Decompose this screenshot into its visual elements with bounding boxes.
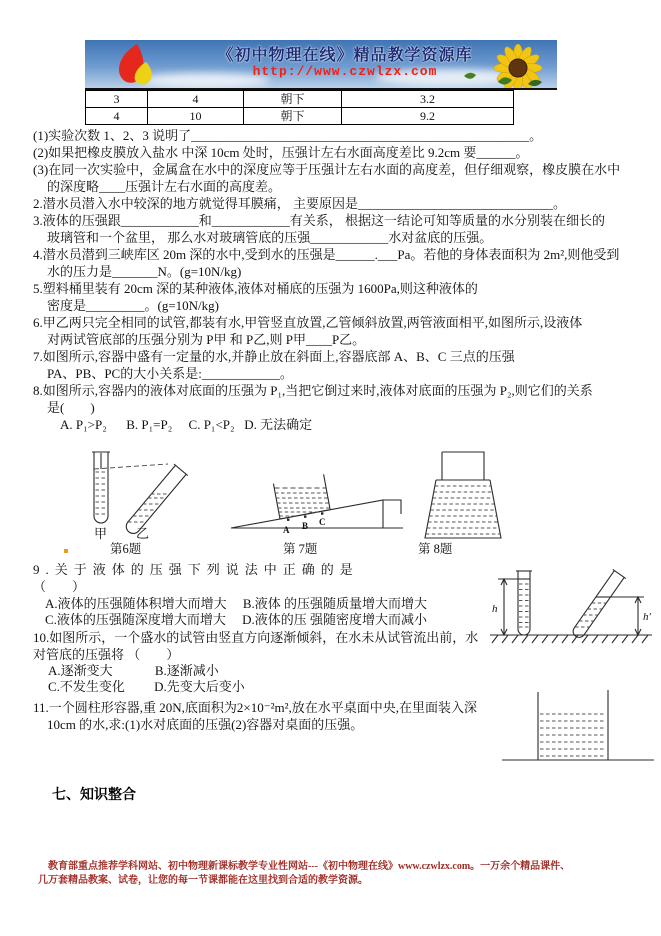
question-7-cont: PA、PB、PC的大小关系是:____________。: [47, 366, 293, 381]
figure-q11-container: [500, 688, 658, 770]
sunflower-icon: [458, 44, 553, 88]
figure-q6-test-tubes: [70, 448, 190, 540]
table-cell: 3: [86, 91, 148, 108]
table-cell: 4: [148, 91, 244, 108]
figure-q9-tubes-heights: [486, 563, 658, 645]
figure-q8-flask: [410, 448, 515, 543]
question-3: 3.液体的压强跟____________和____________有关系， 根据这一结论可知等质量的水分别装在细长的: [33, 213, 606, 228]
point-b-label: B: [302, 521, 309, 531]
scan-artifact-dot: [64, 549, 68, 553]
question-10-options-cd: C.不发生变化 D.先变大后变小: [48, 679, 245, 694]
question-6-cont: 对两试管底部的压强分别为 P甲 和 P乙,则 P甲____P乙。: [47, 332, 366, 347]
banner-url-link[interactable]: http://www.czwlzx.com: [252, 64, 438, 79]
question-1-sub3-cont: 的深度略____压强计左右水面的高度差。: [47, 179, 282, 194]
question-11: 11.一个圆柱形容器,重 20N,底面积为2×10⁻²m²,放在水平桌面中央,在里面装入深: [33, 700, 478, 715]
point-a-label: A: [283, 525, 290, 535]
table-cell: 朝下: [244, 108, 342, 124]
table-cell: 3.2: [342, 91, 513, 108]
figure-q7-incline-container: [225, 462, 410, 540]
question-1-sub1: (1)实验次数 1、2、3 说明了____________________________________________________。: [33, 128, 543, 143]
question-5-cont: 密度是_________。(g=10N/kg): [47, 298, 219, 313]
question-10: 10.如图所示，一个盛水的试管由竖直方向逐渐倾斜，在水未从试管流出前，水: [33, 630, 479, 645]
question-4-cont: 水的压力是_______N。(g=10N/kg): [47, 264, 242, 279]
question-6: 6.甲乙两只完全相同的试管,都装有水,甲管竖直放置,乙管倾斜放置,两管液面相平,如图所示,设液体: [33, 315, 583, 330]
question-1-sub3: (3)在同一次实验中，金属盒在水中的深度应等于压强计左右水面的高度差，但仔细观察，橡皮膜在水中: [33, 162, 621, 177]
figure-8-caption: 第 8题: [418, 542, 453, 556]
question-3-cont: 玻璃管和一个盆里， 那么水对玻璃管底的压强____________水对盆底的压强。: [47, 230, 493, 245]
question-10-options-ab: A.逐渐变大 B.逐渐减小: [48, 663, 219, 678]
table-cell: 4: [86, 108, 148, 124]
banner-title: 《初中物理在线》精品教学资源库: [217, 47, 473, 64]
height-h-label: h: [492, 603, 498, 615]
tube-jia-label: 甲: [94, 526, 108, 540]
question-7: 7.如图所示,容器中盛有一定量的水,并静止放在斜面上,容器底部 A、B、C 三点的压强: [33, 349, 515, 364]
site-logo-flame-icon: [113, 42, 159, 86]
question-9-options-ab: A.液体的压强随体积增大而增大 B.液体 的压强随质量增大而增大: [45, 596, 428, 611]
question-8-options: A. P₁>P₂ B. P₁=P₂ C. P₁<P₂ D. 无法确定: [60, 417, 313, 432]
question-9: 9.关于液体的压强下列说法中正确的是: [33, 562, 359, 577]
footer-promo-line2: 几万套精品教案、试卷，让您的每一节课都能在这里找到合适的教学资源。: [38, 875, 368, 886]
footer-promo-line1: 教育部重点推荐学科网站、初中物理新课标教学专业性网站---《初中物理在线》www.czwlzx.com。一万余个精品课件、: [48, 861, 571, 872]
table-cell: 10: [148, 108, 244, 124]
figure-7-caption: 第 7题: [283, 542, 318, 556]
question-9-answer-blank: （ ）: [33, 579, 86, 594]
question-9-options-cd: C.液体的压强随深度增大而增大 D.液体的压 强随密度增大而减小: [45, 612, 428, 627]
question-11-cont: 10cm 的水,求:(1)水对底面的压强(2)容器对桌面的压强。: [47, 717, 364, 732]
question-8-cont: 是( ): [47, 400, 95, 415]
question-2: 2.潜水员潜入水中较深的地方就觉得耳膜痛， 主要原因是______________________________。: [33, 196, 567, 211]
table-cell: 9.2: [420, 109, 435, 123]
site-banner: [85, 40, 557, 90]
height-h-prime-label: h′: [643, 611, 651, 623]
question-5: 5.塑料桶里装有 20cm 深的某种液体,液体对桶底的压强为 1600Pa,则这种液体的: [33, 281, 478, 296]
tube-yi-label: 乙: [136, 526, 150, 540]
question-4: 4.潜水员潜到三峡库区 20m 深的水中,受到水的压强是______.___Pa。若他的身体表面积为 2m²,则他受到: [33, 247, 620, 262]
table-cell: 朝下: [244, 91, 342, 108]
question-8: 8.如图所示,容器内的液体对底面的压强为 P₁,当把它倒过来时,液体对底面的压强为 P₂,则它们的关系: [33, 383, 593, 398]
section-heading: 七、知识整合: [52, 788, 136, 803]
experiment-data-table: [85, 90, 514, 125]
question-10-cont: 对管底的压强将 （ ）: [33, 647, 180, 662]
point-c-label: C: [319, 517, 326, 527]
figure-6-caption: 第6题: [110, 542, 142, 556]
question-1-sub2: (2)如果把橡皮膜放入盐水 中深 10cm 处时，压强计左右水面高度差比 9.2cm 要______。: [33, 145, 529, 160]
